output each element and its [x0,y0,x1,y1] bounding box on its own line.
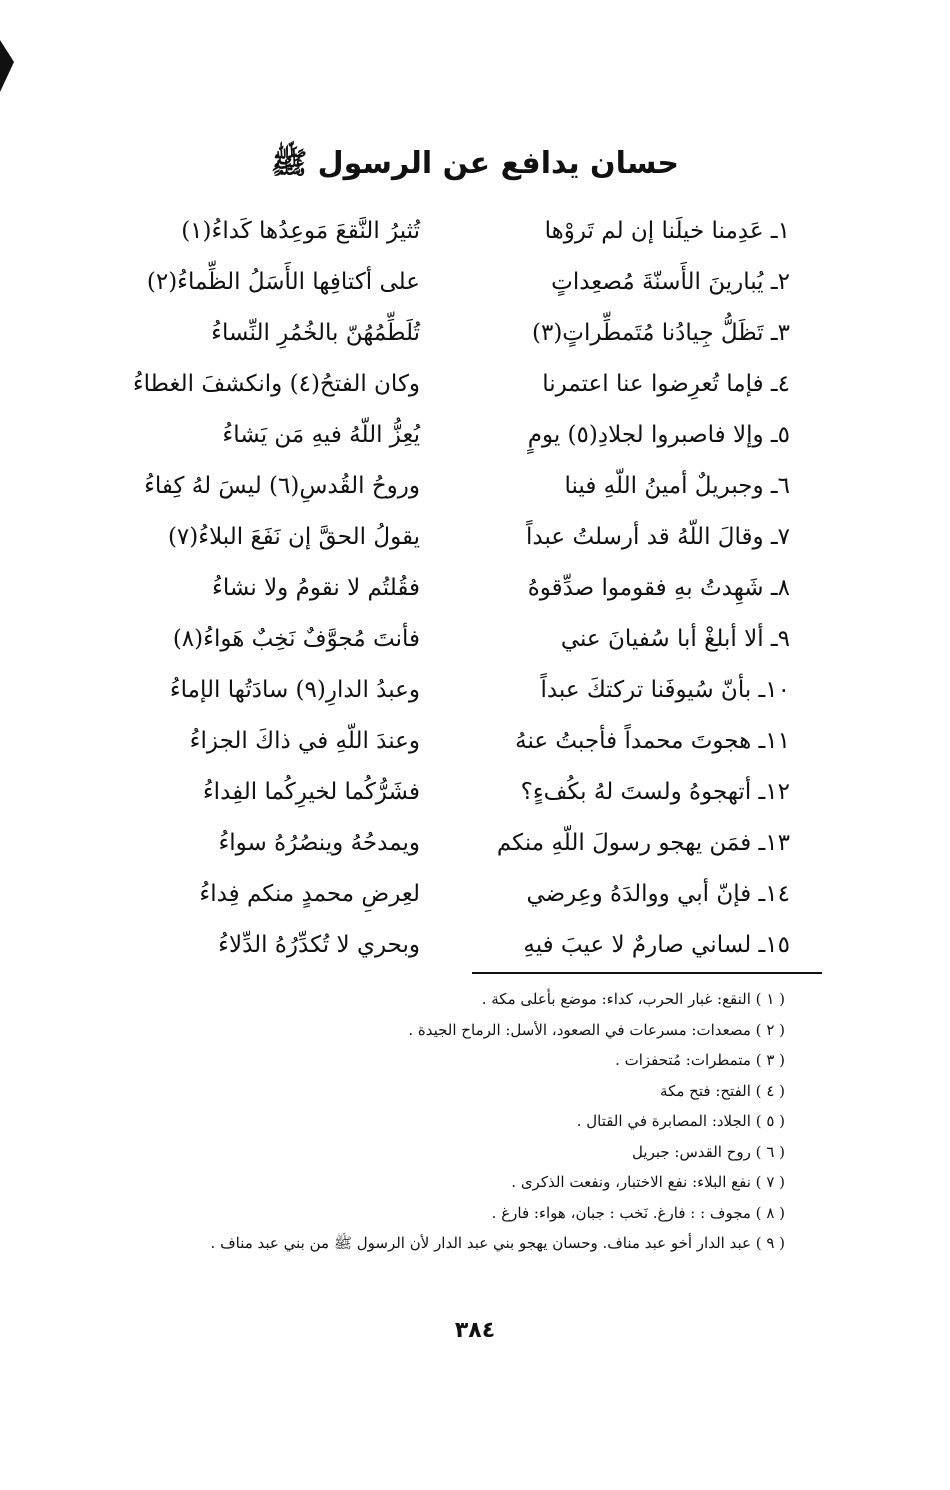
verse-first-hemistich: ١١ـ هجوتَ محمداً فأجبتُ عنهُ [515,727,790,754]
verse-second-hemistich: فقُلتُم لا نقومُ ولا نشاءُ [212,574,420,601]
verse-second-hemistich: يُعِزُّ اللّهُ فيهِ مَن يَشاءُ [222,421,420,448]
verse-second-hemistich: على أكتافِها الأَسَلُ الظِّماءُ(٢) [146,268,420,295]
verse-first-hemistich: ٣ـ تَظَلُّ جِيادُنا مُتَمطِّراتٍ(٣) [531,319,790,346]
verse [100,307,790,358]
verse-first-hemistich: ١٢ـ أتهجوهُ ولستَ لهُ بكُفءٍ؟ [520,778,790,805]
verse-second-hemistich: يقولُ الحقَّ إن نَفَعَ البلاءُ(٧) [167,523,420,550]
verse-first-hemistich: ٧ـ وقالَ اللّهُ قد أرسلتُ عبداً [526,523,790,550]
verse-second-hemistich: تُثيرُ النَّقعَ مَوعِدُها كَداءُ(١) [181,217,420,244]
verse [100,766,790,817]
verse [100,919,790,970]
verse [100,664,790,715]
footnote: ( ٩ ) عبد الدار أخو عبد مناف. وحسان يهجو بني عبد الدار لأن الرسول ﷺ من بني عبد مناف . [210,1234,785,1252]
verse-first-hemistich: ١٥ـ لساني صارمٌ لا عيبَ فيهِ [523,931,790,958]
verse [100,409,790,460]
verse-second-hemistich: فشَرُّكُما لخيرِكُما الفِداءُ [202,778,420,805]
footnote: ( ٨ ) مجوف : : فارغ. نَخب : جبان، هواء: فارغ . [491,1203,785,1222]
verse-first-hemistich: ١٣ـ فمَن يهجو رسولَ اللّهِ منكم [496,829,790,856]
verse-first-hemistich: ٦ـ وجبريلٌ أمينُ اللّهِ فينا [564,472,790,499]
footnotes [65,984,785,1259]
verse-second-hemistich: وروحُ القُدسِ(٦) ليسَ لهُ كِفاءُ [144,472,420,499]
verse [100,868,790,919]
verse [100,613,790,664]
verse-second-hemistich: لعِرضِ محمدٍ منكم فِداءُ [199,880,420,907]
verse-first-hemistich: ٢ـ يُبارينَ الأَسنّةَ مُصعِداتٍ [551,268,790,295]
page-title: حسان يدافع عن الرسول ﷺ [270,146,680,181]
verse [100,256,790,307]
footnote: ( ٤ ) الفتح: فتح مكة [660,1081,785,1100]
verse-second-hemistich: فأنتَ مُجوَّفٌ نَخِبٌ هَواءُ(٨) [172,625,420,652]
page-number: ٣٨٤ [454,1318,496,1343]
verse-first-hemistich: ١ـ عَدِمنا خيلَنا إن لم تَروْها [544,217,790,244]
footnote: ( ٢ ) مصعدات: مسرعات في الصعود، الأسل: الرماح الجيدة . [408,1020,785,1039]
verse [100,511,790,562]
footnote: ( ٧ ) نفع البلاء: نفع الاختبار، ونفعت الذكرى . [511,1173,785,1191]
footnote: ( ٥ ) الجلاد: المصابرة في القتال . [576,1112,785,1130]
verse-first-hemistich: ٩ـ ألا أبلغْ أبا سُفيانَ عني [560,625,790,652]
verse [100,715,790,766]
verse-second-hemistich: وكان الفتحُ(٤) وانكشفَ الغطاءُ [132,370,420,397]
verse [100,205,790,256]
verse-second-hemistich: وعبدُ الدارِ(٩) سادَتُها الإماءُ [169,676,420,703]
verse-first-hemistich: ١٠ـ بأنّ سُيوفَنا تركتكَ عبداً [540,676,790,703]
verse-first-hemistich: ٤ـ فإما تُعرِضوا عنا اعتمرنا [542,370,790,397]
verse-second-hemistich: تُلَطِّمُهُنّ بالخُمُرِ النِّساءُ [211,319,420,346]
verse-first-hemistich: ٥ـ وإلا فاصبروا لجلادِ(٥) يومٍ [527,421,790,448]
verse [100,562,790,613]
verse [100,460,790,511]
verse-second-hemistich: وبحري لا تُكدِّرُهُ الدِّلاءُ [218,931,420,958]
footnote-divider [472,972,822,974]
footnote: ( ١ ) النقع: غبار الحرب، كداء: موضع بأعلى مكة . [481,990,785,1008]
verse-second-hemistich: ويمدحُهُ وينصُرُهُ سواءُ [218,829,420,856]
verse-second-hemistich: وعندَ اللّهِ في ذاكَ الجزاءُ [189,727,420,754]
verse-first-hemistich: ٨ـ شَهِدتُ بهِ فقوموا صدِّقوهُ [527,574,790,601]
footnote: ( ٦ ) روح القدس: جبريل [632,1142,785,1161]
verse [100,358,790,409]
verse-first-hemistich: ١٤ـ فإنّ أبي ووالدَهُ وعِرضي [526,880,790,907]
page-corner-mark [0,40,14,92]
verse [100,817,790,868]
poem [100,205,790,970]
footnote: ( ٣ ) متمطرات: مُتحفزات . [615,1051,785,1069]
